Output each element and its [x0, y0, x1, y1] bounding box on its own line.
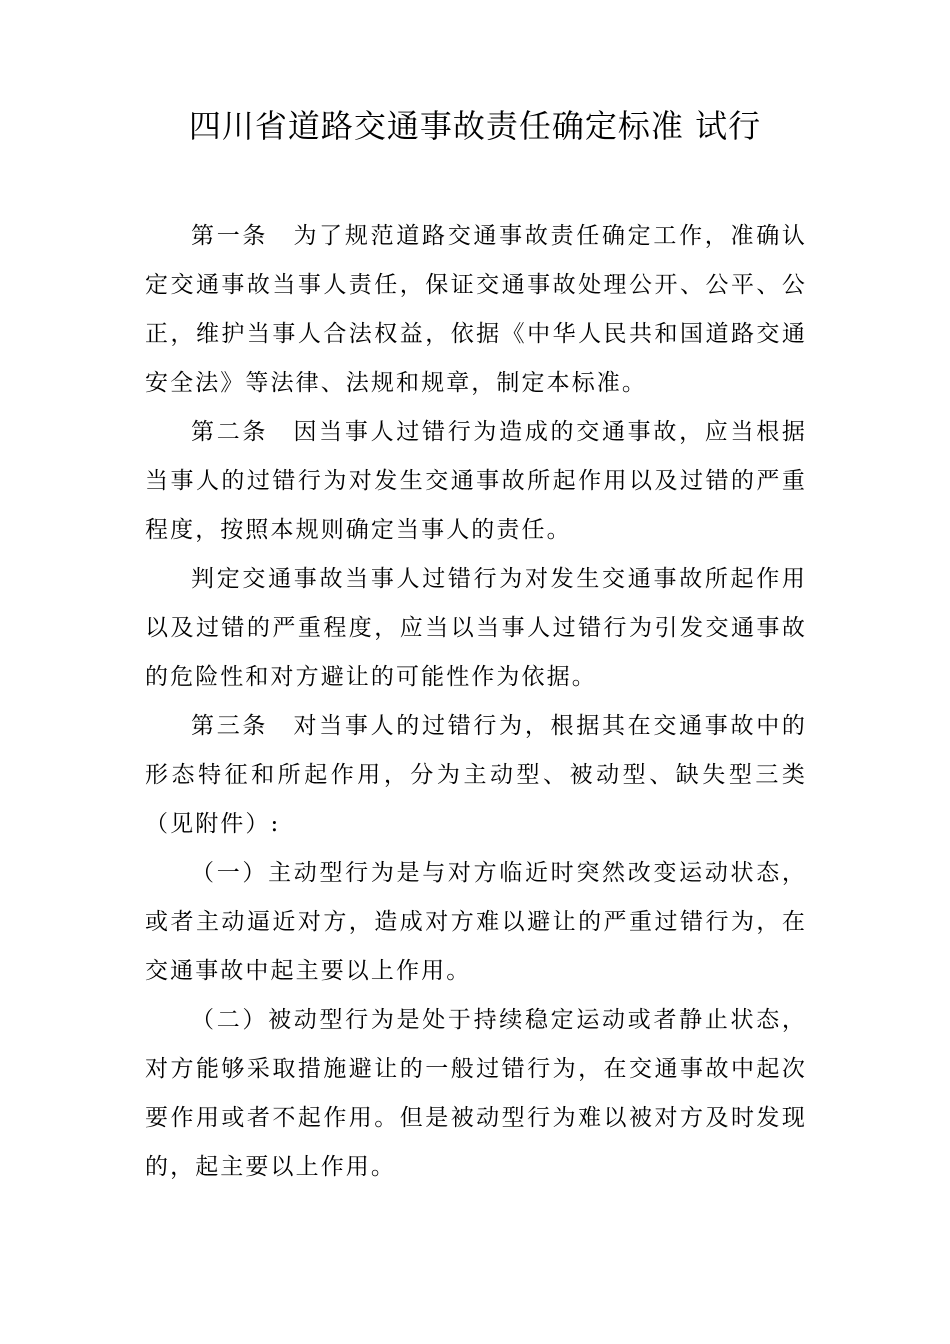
paragraph-text: （一）主动型行为是与对方临近时突然改变运动状态，或者主动逼近对方，造成对方难以避让的严重过错行为，在交通事故中起主要以上作用。 [145, 860, 807, 984]
article-2-continuation-paragraph [145, 555, 807, 702]
article-number: 第三条 [191, 713, 269, 739]
paragraph-text: （二）被动型行为是处于持续稳定运动或者静止状态，对方能够采取措施避让的一般过错行为，在交通事故中起次要作用或者不起作用。但是被动型行为难以被对方及时发现的，起主要以上作用。 [145, 1007, 807, 1180]
article-2-paragraph [145, 408, 807, 555]
article-1-paragraph [145, 212, 807, 408]
paragraph-text: 为了规范道路交通事故责任确定工作，准确认定交通事故当事人责任，保证交通事故处理公开、公平、公正，维护当事人合法权益，依据《中华人民共和国道路交通安全法》等法律、法规和规章，制定本标准。 [145, 223, 808, 396]
paragraph-text: 对当事人的过错行为，根据其在交通事故中的形态特征和所起作用，分为主动型、被动型、缺失型三类（见附件）: [145, 713, 808, 837]
clause-2-paragraph [145, 996, 807, 1192]
paragraph-text: 因当事人过错行为造成的交通事故，应当根据当事人的过错行为对发生交通事故所起作用以及过错的严重程度，按照本规则确定当事人的责任。 [145, 419, 808, 543]
document-title: 四川省道路交通事故责任确定标准 试行 [188, 107, 762, 145]
paragraph-text: 判定交通事故当事人过错行为对发生交通事故所起作用以及过错的严重程度，应当以当事人过错行为引发交通事故的危险性和对方避让的可能性作为依据。 [145, 566, 807, 690]
article-number: 第二条 [191, 419, 269, 445]
article-number: 第一条 [191, 223, 269, 249]
document-body [145, 212, 807, 1192]
clause-1-paragraph [145, 849, 807, 996]
article-3-paragraph [145, 702, 807, 849]
